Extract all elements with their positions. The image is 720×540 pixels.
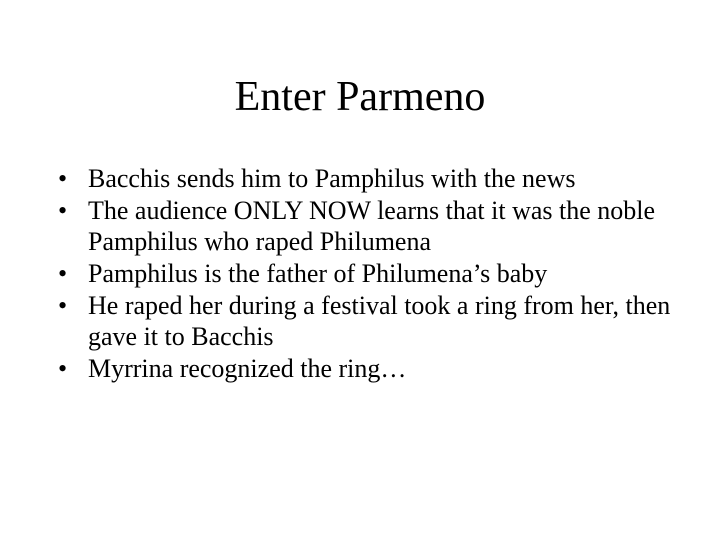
bullet-text: He raped her during a festival took a ring from her, then gave it to Bacchis <box>88 291 671 351</box>
slide-title: Enter Parmeno <box>234 74 486 120</box>
bullet-text: Bacchis sends him to Pamphilus with the news <box>88 164 576 193</box>
bullet-item <box>58 353 698 384</box>
bullet-dot-icon: • <box>58 354 68 383</box>
bullet-dot-icon: • <box>58 196 68 225</box>
bullet-item <box>58 163 698 194</box>
bullet-text: Myrrina recognized the ring… <box>88 354 407 383</box>
bullet-item <box>58 195 698 257</box>
bullet-item <box>58 290 698 352</box>
bullet-item <box>58 258 698 289</box>
bullet-dot-icon: • <box>58 164 68 193</box>
bullet-text: Pamphilus is the father of Philumena’s baby <box>88 259 548 288</box>
bullet-text: The audience ONLY NOW learns that it was the noble Pamphilus who raped Philumena <box>88 196 656 256</box>
bullet-dot-icon: • <box>58 259 68 288</box>
bullet-list <box>58 163 698 385</box>
bullet-dot-icon: • <box>58 291 68 320</box>
